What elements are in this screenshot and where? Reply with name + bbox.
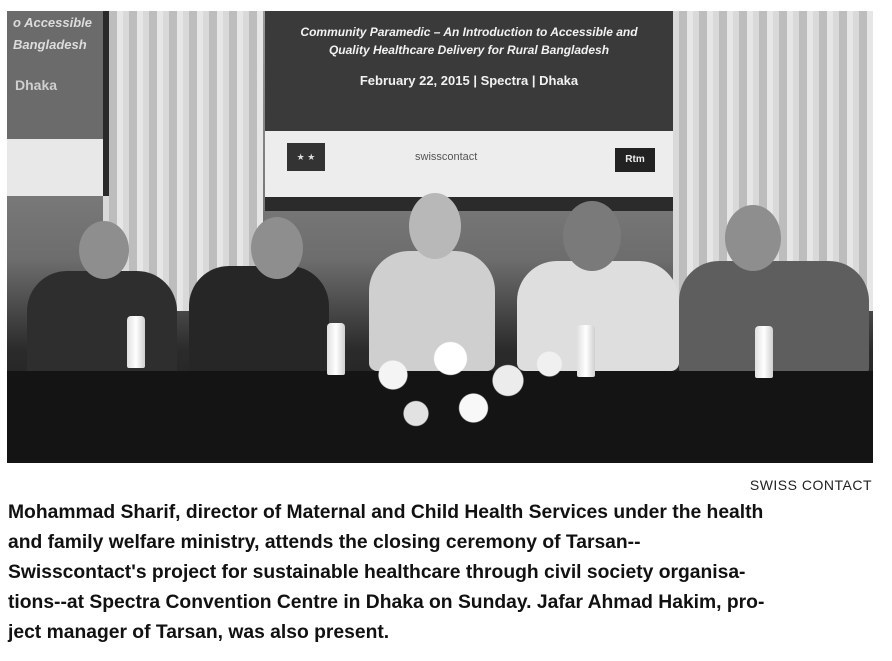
photo-caption [8,498,874,648]
panelist-2-head [251,217,303,279]
screen-text-2: Bangladesh [13,37,87,52]
screen-text-1: o Accessible [13,15,93,30]
banner-line-3: February 22, 2015 | Spectra | Dhaka [359,73,579,88]
caption-line: tions--at Spectra Convention Centre in Dhaka on Sunday. Jafar Ahmad Hakim, pro- [8,592,765,613]
panelist-3-head [409,193,461,259]
banner-logo-area [265,131,673,197]
flower-arrangement [347,331,577,441]
projection-screen [7,11,109,196]
event-banner [265,11,673,211]
panelist-5 [679,261,869,376]
panelist-5-head [725,205,781,271]
panelist-4-head [563,201,621,271]
caption-line: and family welfare ministry, attends the closing ceremony of Tarsan-- [8,532,641,553]
screen-text-3: Dhaka [15,77,58,93]
rtm-logo: Rtm [615,148,655,172]
panelist-1-head [79,221,129,279]
banner-line-1: Community Paramedic – An Introduction to Accessible and [300,25,638,39]
caption-line: Swisscontact's project for sustainable healthcare through civil society organisa- [8,562,746,583]
photo-credit: SWISS CONTACT [749,477,872,493]
banner-bottom-bar [265,197,673,211]
panelist-2 [189,266,329,376]
eu-flag-icon: ★ ★ [287,143,325,171]
caption-line: Mohammad Sharif, director of Maternal and Child Health Services under the health [8,502,764,523]
swisscontact-logo: swisscontact [415,151,478,163]
panelist-1 [27,271,177,381]
news-photo [7,11,873,463]
banner-title-area [265,11,673,131]
caption-line: ject manager of Tarsan, was also present. [8,622,390,643]
water-bottle [755,326,773,378]
banner-line-2: Quality Healthcare Delivery for Rural Bangladesh [328,43,610,57]
screen-logo-strip [7,139,103,196]
water-bottle [127,316,145,368]
water-bottle [327,323,345,375]
water-bottle [577,325,595,377]
